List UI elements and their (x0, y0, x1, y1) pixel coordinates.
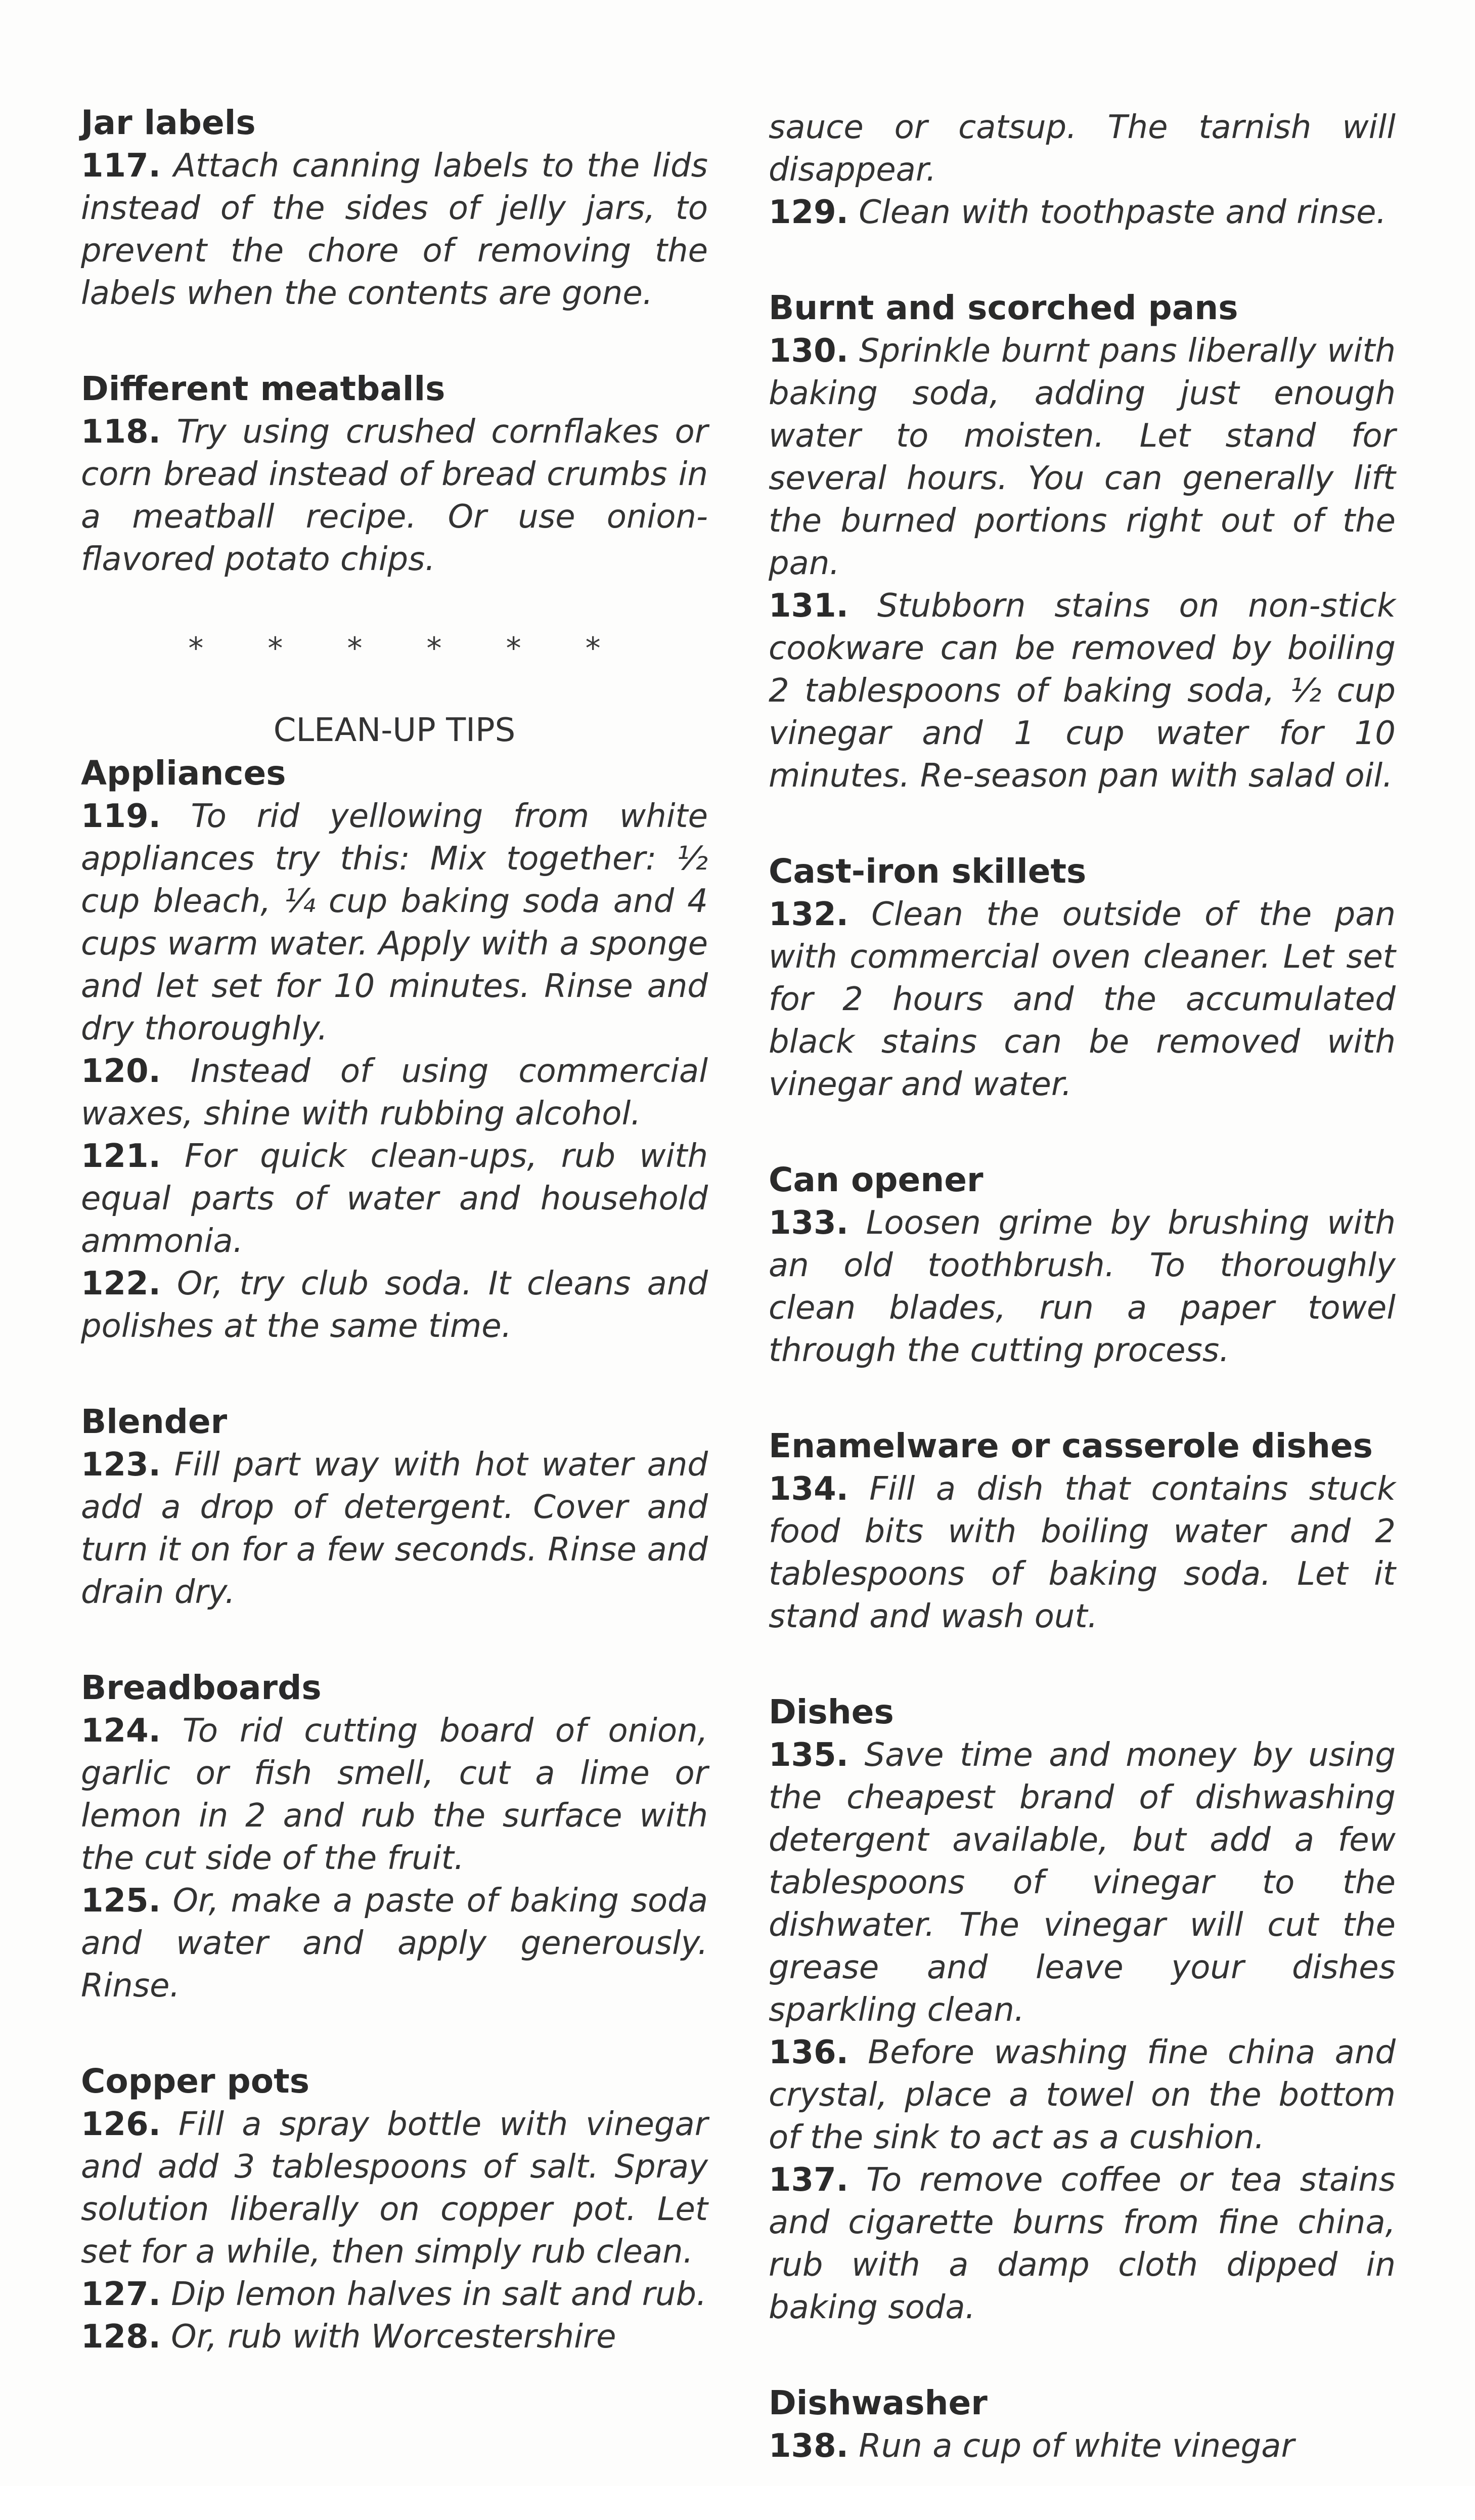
tip-text: Dip lemon halves in salt and rub. (160, 2276, 707, 2313)
tip-121 (81, 1135, 708, 1263)
chapter-title: CLEAN-UP TIPS (273, 712, 516, 749)
tip-number: 128. (81, 2318, 161, 2356)
tip-number: 119. (81, 798, 161, 835)
section-dishes (769, 1690, 1396, 2329)
tip-number: 123. (81, 1446, 161, 1484)
separator-stars: * * * * * * (188, 631, 628, 666)
section-heading: Different meatballs (81, 369, 445, 408)
tip-number: 120. (81, 1053, 161, 1090)
section-heading: Enamelware or casserole dishes (769, 1426, 1373, 1465)
section-heading: Appliances (81, 754, 286, 793)
section-copper-pots-continued (769, 106, 1396, 234)
section-appliances (81, 752, 708, 1348)
tip-131 (769, 585, 1396, 797)
tip-text: Or, rub with Worcestershire (160, 2318, 616, 2356)
section-heading: Dishes (769, 1692, 894, 1731)
section-cast-iron-skillets (769, 850, 1396, 1106)
tip-text: For quick clean-ups, rub with equal parts of water and household ammonia. (81, 1138, 708, 1260)
tip-135 (769, 1734, 1396, 2031)
tip-119 (81, 795, 708, 1050)
right-column (769, 106, 1396, 2520)
tip-number: 129. (769, 194, 848, 231)
section-heading: Breadboards (81, 1668, 322, 1707)
tip-text: Fill a dish that contains stuck food bits with boiling water and 2 tablespoons of baking soda. Let it stand and wash out. (769, 1470, 1396, 1635)
tip-132 (769, 893, 1396, 1106)
tip-number: 133. (769, 1204, 848, 1242)
section-heading: Burnt and scorched pans (769, 288, 1238, 327)
tip-number: 136. (769, 2034, 848, 2071)
tip-number: 125. (81, 1882, 161, 1920)
section-different-meatballs (81, 367, 708, 581)
section-heading: Jar labels (81, 103, 256, 142)
tip-120 (81, 1050, 708, 1135)
tip-text: Or, try club soda. It cleans and polishes at the same time. (81, 1265, 708, 1345)
tip-128 (81, 2316, 708, 2358)
tip-number: 134. (769, 1470, 848, 1508)
tip-text: Or, make a paste of baking soda and water and apply generously. Rinse. (81, 1882, 708, 2005)
section-heading: Copper pots (81, 2062, 309, 2101)
section-copper-pots (81, 2060, 708, 2358)
section-heading: Blender (81, 1402, 228, 1441)
tip-number: 130. (769, 332, 848, 370)
tip-text: Attach canning labels to the lids instead of the sides of jelly jars, to prevent the chore of removing the labels when the contents are gone. (81, 147, 708, 312)
tip-text: Fill a spray bottle with vinegar and add 3 tablespoons of salt. Spray solution liberally on copper pot. Let set for a while, then simply rub clean. (81, 2106, 708, 2271)
tip-number: 124. (81, 1712, 161, 1750)
tip-number: 138. (769, 2427, 848, 2465)
section-breadboards (81, 1666, 708, 2007)
tip-133 (769, 1202, 1396, 1372)
tip-number: 122. (81, 1265, 161, 1302)
tip-134 (769, 1468, 1396, 1638)
tip-117 (81, 145, 708, 315)
tip-text: Clean the outside of the pan with commercial oven cleaner. Let set for 2 hours and the accumulated black stains can be removed with vinegar and water. (769, 896, 1396, 1103)
tip-number: 132. (769, 896, 848, 933)
tip-125 (81, 1880, 708, 2007)
section-blender (81, 1400, 708, 1614)
tip-number: 131. (769, 587, 848, 625)
section-jar-labels (81, 101, 708, 315)
tip-137 (769, 2159, 1396, 2329)
tip-text: Loosen grime by brushing with an old toothbrush. To thoroughly clean blades, run a paper towel through the cutting process. (769, 1204, 1396, 1369)
tip-129 (769, 191, 1396, 234)
tip-138 (769, 2425, 1396, 2467)
tip-text: Fill part way with hot water and add a drop of detergent. Cover and turn it on for a few seconds. Rinse and drain dry. (81, 1446, 708, 1611)
tip-118 (81, 411, 708, 581)
tip-number: 117. (81, 147, 161, 185)
tip-122 (81, 1263, 708, 1348)
tip-text: Instead of using commercial waxes, shine with rubbing alcohol. (81, 1053, 708, 1133)
tip-text: Sprinkle burnt pans liberally with baking soda, adding just enough water to moisten. Let stand for several hours. You can generally lift the burned portions right out of the pan. (769, 332, 1396, 582)
tip-127 (81, 2273, 708, 2316)
tip-text: Clean with toothpaste and rinse. (848, 194, 1387, 231)
left-column (81, 101, 708, 2411)
tip-text: Run a cup of white vinegar (848, 2427, 1294, 2465)
tip-124 (81, 1710, 708, 1880)
tip-number: 137. (769, 2161, 848, 2199)
tip-text: To rid cutting board of onion, garlic or fish smell, cut a lime or lemon in 2 and rub the surface with the cut side of the fruit. (81, 1712, 708, 1877)
tip-number: 127. (81, 2276, 161, 2313)
section-can-opener (769, 1158, 1396, 1372)
tip-number: 135. (769, 1736, 848, 1774)
continued-text: sauce or catsup. The tarnish will disappear. (769, 109, 1396, 189)
tip-number: 121. (81, 1138, 161, 1175)
section-burnt-pans (769, 286, 1396, 797)
tip-number: 118. (81, 413, 161, 451)
section-enamelware (769, 1424, 1396, 1638)
tip-123 (81, 1444, 708, 1614)
tip-text: Stubborn stains on non-stick cookware can be removed by boiling 2 tablespoons of baking soda, ½ cup vinegar and 1 cup water for 10 minutes. Re-season pan with salad oil. (769, 587, 1396, 795)
tip-text: Before washing fine china and crystal, place a towel on the bottom of the sink to act as a cushion. (769, 2034, 1396, 2156)
section-heading: Can opener (769, 1160, 984, 1199)
tip-136 (769, 2031, 1396, 2159)
tip-126 (81, 2103, 708, 2273)
tip-text: To remove coffee or tea stains and cigarette burns from fine china, rub with a damp cloth dipped in baking soda. (769, 2161, 1396, 2326)
tip-number: 126. (81, 2106, 161, 2143)
section-dishwasher (769, 2381, 1396, 2467)
section-heading: Cast-iron skillets (769, 852, 1087, 891)
section-heading: Dishwasher (769, 2383, 988, 2422)
tip-text: To rid yellowing from white appliances try this: Mix together: ½ cup bleach, ¼ cup baking soda and 4 cups warm water. Apply with a sponge and let set for 10 minutes. Rinse and dry thoroughly. (81, 798, 708, 1048)
tip-text: Save time and money by using the cheapest brand of dishwashing detergent available, but add a few tablespoons of vinegar to the dishwater. The vinegar will cut the grease and leave your dishes sparkling clean. (769, 1736, 1396, 2029)
tip-text: Try using crushed cornflakes or corn bread instead of bread crumbs in a meatball recipe. Or use onion-flavored potato chips. (81, 413, 708, 578)
tip-130 (769, 330, 1396, 585)
